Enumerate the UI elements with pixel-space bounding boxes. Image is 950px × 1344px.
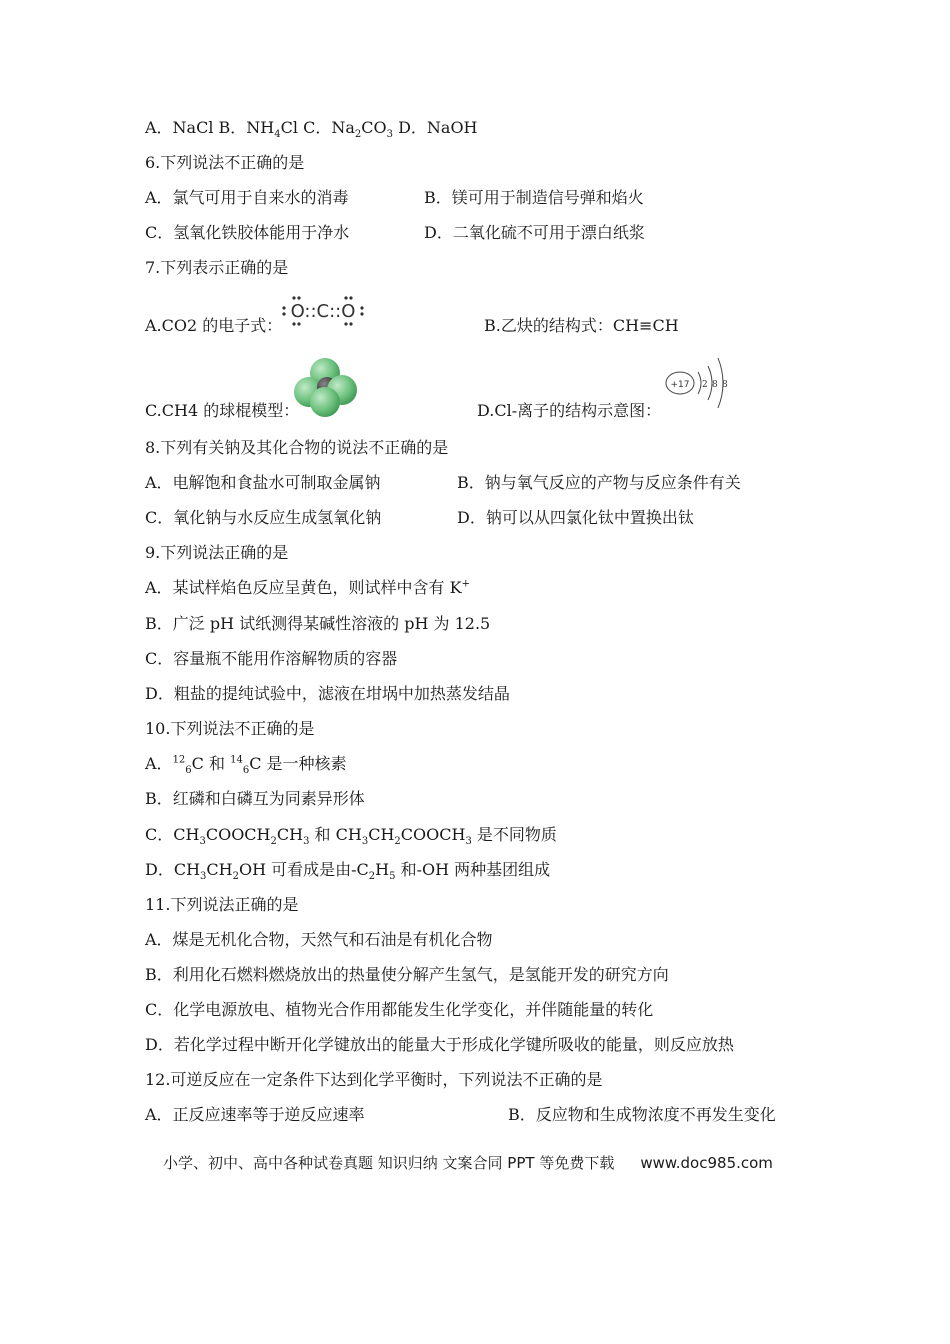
q10-option-c: C．$CH_3COOCH_2CH_3$ 和 $CH_3CH_2COOCH_3$ 是不同物质 bbox=[145, 825, 557, 848]
q8-option-d: D．钠可以从四氯化钛中置换出钛 bbox=[457, 508, 694, 527]
ch4-ball-stick-model bbox=[294, 356, 360, 422]
q6-option-b: B．镁可用于制造信号弹和焰火 bbox=[424, 188, 644, 207]
q10-option-b: B．红磷和白磷互为同素异形体 bbox=[145, 789, 365, 808]
q9-stem: 9.下列说法正确的是 bbox=[145, 543, 289, 562]
q6-option-d: D．二氧化硫不可用于漂白纸浆 bbox=[424, 223, 645, 242]
q12-stem: 12.可逆反应在一定条件下达到化学平衡时，下列说法不正确的是 bbox=[145, 1070, 603, 1089]
cl-ion-structure-diagram bbox=[660, 354, 732, 420]
q9-option-b: B．广泛 pH 试纸测得某碱性溶液的 pH 为 12.5 bbox=[145, 614, 491, 633]
shell-1-electrons: 2 bbox=[702, 380, 708, 390]
footer-url[interactable]: www.doc985.com bbox=[640, 1154, 773, 1172]
q7-stem: 7.下列表示正确的是 bbox=[145, 258, 289, 277]
q10-option-a: A．$^{12}_6$C 和 $^{14}_6$C 是一种核素 bbox=[145, 754, 347, 777]
q8-stem: 8.下列有关钠及其化合物的说法不正确的是 bbox=[145, 438, 449, 457]
q10-option-d: D．$CH_3CH_2OH$ 可看成是由$-C_2H_5$ 和-OH 两种基团组成 bbox=[145, 860, 551, 883]
q7-option-a: A.CO2 的电子式： bbox=[145, 316, 283, 335]
q8-option-c: C．氧化钠与水反应生成氢氧化钠 bbox=[145, 508, 382, 527]
q10-stem: 10.下列说法不正确的是 bbox=[145, 719, 315, 738]
q12-option-a: A．正反应速率等于逆反应速率 bbox=[145, 1105, 365, 1124]
q12-option-b: B．反应物和生成物浓度不再发生变化 bbox=[508, 1105, 776, 1124]
electron-formula-text: O::C::O bbox=[290, 301, 356, 322]
q9-option-d: D．粗盐的提纯试验中，滤液在坩埚中加热蒸发结晶 bbox=[145, 684, 510, 703]
page-footer bbox=[163, 1152, 773, 1173]
q7-option-d: D.Cl-离子的结构示意图： bbox=[477, 401, 662, 420]
q11-option-c: C．化学电源放电、植物光合作用都能发生化学变化，并伴随能量的转化 bbox=[145, 1000, 654, 1019]
q8-option-b: B．钠与氧气反应的产物与反应条件有关 bbox=[457, 473, 741, 492]
q11-stem: 11.下列说法正确的是 bbox=[145, 895, 299, 914]
q6-option-a: A．氯气可用于自来水的消毒 bbox=[145, 188, 349, 207]
q11-option-d: D．若化学过程中断开化学键放出的能量大于形成化学键所吸收的能量，则反应放热 bbox=[145, 1035, 734, 1054]
shell-2-electrons: 8 bbox=[712, 380, 718, 390]
q6-stem: 6.下列说法不正确的是 bbox=[145, 153, 305, 172]
shell-3-electrons: 8 bbox=[722, 380, 728, 390]
co2-electron-formula bbox=[280, 293, 366, 333]
q11-option-a: A．煤是无机化合物，天然气和石油是有机化合物 bbox=[145, 930, 493, 949]
q8-option-a: A．电解饱和食盐水可制取金属钠 bbox=[145, 473, 381, 492]
nucleus-charge: +17 bbox=[670, 380, 690, 390]
q6-option-c: C．氢氧化铁胶体能用于净水 bbox=[145, 223, 350, 242]
footer-text: 小学、初中、高中各种试卷真题 知识归纳 文案合同 PPT 等免费下载 bbox=[163, 1154, 615, 1172]
q7-option-c: C.CH4 的球棍模型： bbox=[145, 401, 300, 420]
q9-option-c: C．容量瓶不能用作溶解物质的容器 bbox=[145, 649, 398, 668]
q11-option-b: B．利用化石燃料燃烧放出的热量使分解产生氢气，是氢能开发的研究方向 bbox=[145, 965, 669, 984]
q7-option-b: B.乙炔的结构式：CH≡CH bbox=[484, 316, 679, 335]
q5-options: A．NaCl B．$NH_4Cl$ C．$Na_2CO_3$ D．NaOH bbox=[145, 118, 478, 141]
q9-option-a: A．某试样焰色反应呈黄色，则试样中含有 K+ bbox=[145, 578, 470, 597]
